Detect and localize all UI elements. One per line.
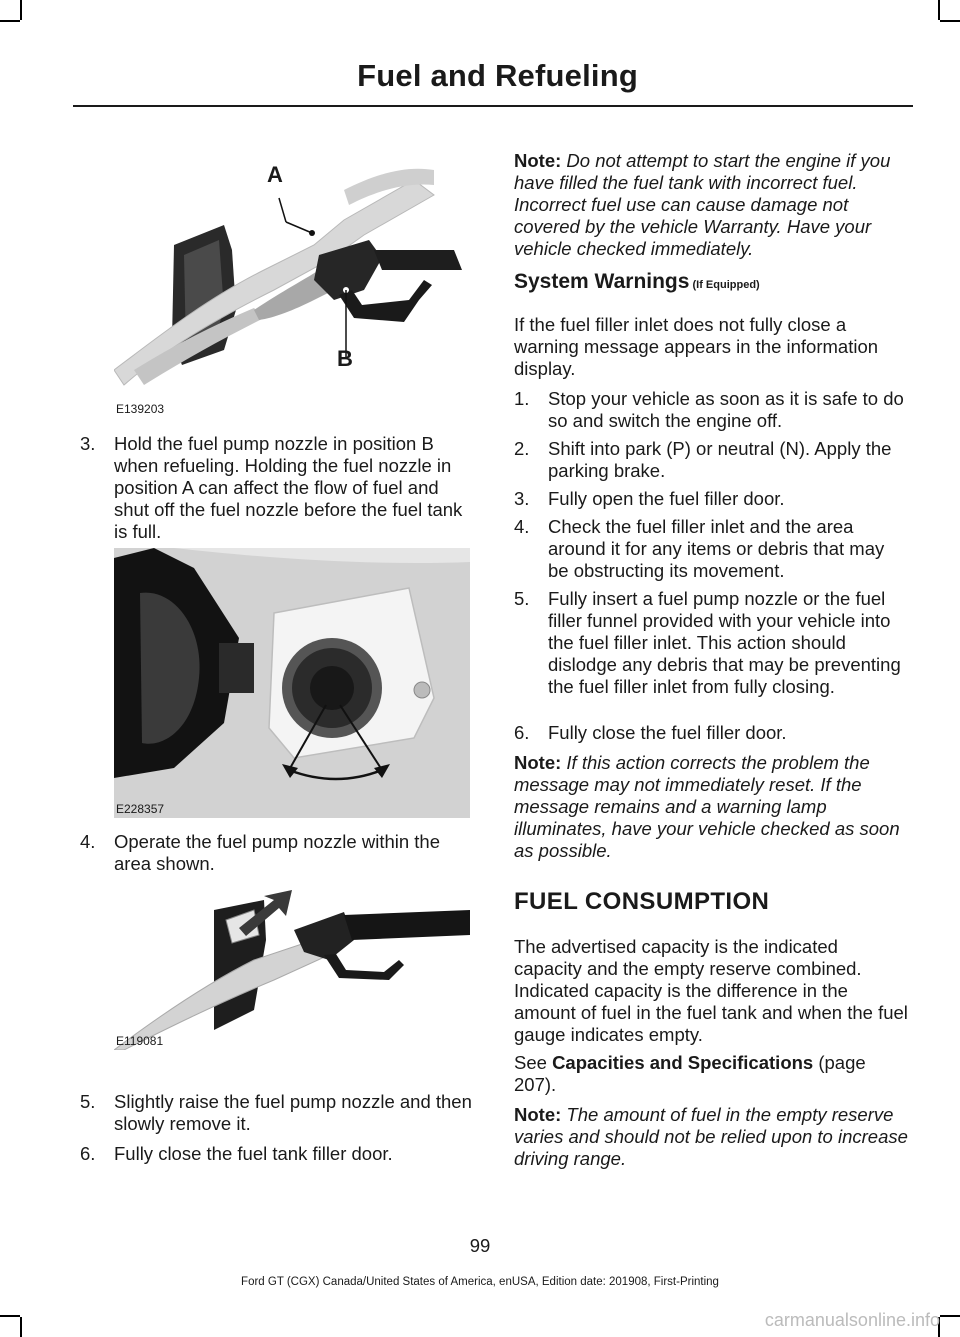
callout-label-a: A [267, 162, 283, 187]
step-text: Fully close the fuel tank filler door. [114, 1143, 393, 1164]
step-number: 2. [514, 438, 530, 459]
system-warnings-intro: If the fuel filler inlet does not fully close a warning message appears in the information display. [514, 314, 879, 379]
note-text: The amount of fuel in the empty reserve varies and should not be relied upon to increase driving range. [514, 1104, 908, 1169]
crop-mark [938, 0, 940, 20]
note-message-reset [514, 752, 909, 862]
nozzle-positions-illustration [114, 140, 470, 418]
step-text: Slightly raise the fuel pump nozzle and then slowly remove it. [114, 1091, 472, 1134]
callout-label-b: B [337, 346, 353, 371]
header-rule [73, 105, 913, 107]
crop-mark [0, 1315, 20, 1317]
note-label: Note: [514, 752, 562, 773]
figure-filler-area [114, 548, 470, 818]
step-text: Shift into park (P) or neutral (N). Apply the parking brake. [548, 438, 892, 481]
warning-step-6 [514, 722, 909, 744]
step-text: Fully close the fuel filler door. [548, 722, 787, 743]
note-empty-reserve [514, 1104, 909, 1170]
step-text: Hold the fuel pump nozzle in position B when refueling. Holding the fuel nozzle in position A can affect the flow of fuel and shut off the fuel nozzle before the fuel tank is full. [114, 433, 463, 542]
see-link[interactable]: Capacities and Specifications [552, 1052, 814, 1073]
warning-step-1 [514, 388, 909, 432]
step-number: 1. [514, 388, 530, 409]
step-6 [80, 1143, 475, 1165]
step-number: 4. [514, 516, 530, 537]
step-3 [80, 433, 475, 543]
crop-mark [20, 0, 22, 20]
step-number: 3. [514, 488, 530, 509]
watermark: carmanualsonline.info [764, 1310, 940, 1330]
figure-id: E139203 [116, 402, 165, 416]
see-suffix: (page 207). [514, 1052, 866, 1095]
step-4 [80, 831, 475, 875]
note-text: Do not attempt to start the engine if you have filled the fuel tank with incorrect fuel. Incorrect fuel use can cause damage not covered by the vehicle Warranty. Have your vehicle checked immediately. [514, 150, 891, 259]
section-heading-fuel-consumption: FUEL CONSUMPTION [514, 888, 770, 915]
page-title: Fuel and Refueling [357, 58, 638, 93]
filler-area-illustration [114, 548, 470, 818]
step-number: 3. [80, 433, 96, 454]
step-text: Fully open the fuel filler door. [548, 488, 785, 509]
see-reference [514, 1052, 909, 1096]
heading-text: System Warnings [514, 270, 690, 293]
heading-suffix: (If Equipped) [689, 279, 760, 291]
crop-mark [940, 20, 960, 22]
footer-edition-line: Ford GT (CGX) Canada/United States of America, enUSA, Edition date: 201908, First-Printing [241, 1276, 719, 1288]
see-prefix: See [514, 1052, 553, 1073]
section-heading-system-warnings [514, 270, 760, 294]
note-label: Note: [514, 150, 562, 171]
crop-mark [940, 1315, 960, 1317]
page-number: 99 [469, 1235, 491, 1256]
figure-raise-nozzle [114, 880, 470, 1050]
raise-nozzle-illustration [114, 880, 470, 1050]
step-number: 5. [80, 1091, 96, 1112]
step-text: Fully insert a fuel pump nozzle or the fuel filler funnel provided with your vehicle into the fuel filler inlet. This action should dislodge any debris that may be preventing the fuel filler inlet from fully closing. [548, 588, 901, 697]
step-text: Stop your vehicle as soon as it is safe to do so and switch the engine off. [548, 388, 904, 431]
figure-id: E228357 [116, 802, 165, 816]
figure-nozzle-positions [114, 140, 470, 418]
crop-mark [20, 1317, 22, 1337]
crop-mark [0, 20, 20, 22]
note-label: Note: [514, 1104, 562, 1125]
step-text: Check the fuel filler inlet and the area around it for any items or debris that may be obstructing its movement. [548, 516, 885, 581]
figure-id: E119081 [116, 1034, 164, 1048]
warning-step-2 [514, 438, 909, 482]
note-text: If this action corrects the problem the message may not immediately reset. If the message remains and a warning lamp illuminates, have your vehicle checked as soon as possible. [514, 752, 900, 861]
warning-step-4 [514, 516, 909, 582]
step-5 [80, 1091, 475, 1135]
step-number: 6. [514, 722, 530, 743]
fuel-consumption-body: The advertised capacity is the indicated capacity and the empty reserve combined. Indicated capacity is the difference in the amount of fuel in the fuel tank and when the fuel gauge indicates empty. [514, 936, 908, 1045]
step-number: 4. [80, 831, 96, 852]
warning-step-3 [514, 488, 909, 510]
warning-step-5 [514, 588, 909, 698]
step-number: 5. [514, 588, 530, 609]
step-text: Operate the fuel pump nozzle within the area shown. [114, 831, 440, 874]
step-number: 6. [80, 1143, 96, 1164]
note-incorrect-fuel [514, 150, 909, 260]
